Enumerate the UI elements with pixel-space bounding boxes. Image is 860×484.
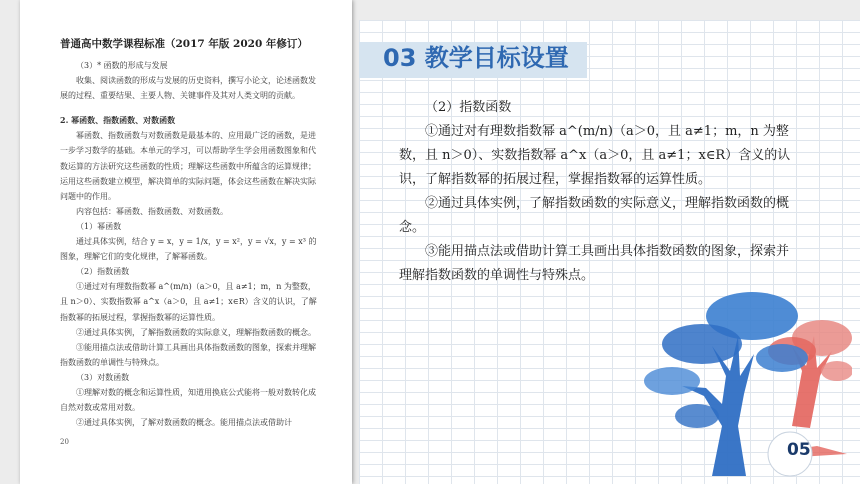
document-paragraph: ③能用描点法或借助计算工具画出具体指数函数的图象，探索并理解指数函数的单调性与特殊点。 bbox=[60, 342, 316, 367]
slide-paragraph: （2）指数函数 bbox=[425, 100, 512, 115]
slide-title: 03 教学目标设置 bbox=[383, 44, 569, 72]
document-body bbox=[60, 58, 318, 430]
document-paragraph: ①通过对有理数指数幂 a^(m/n)（a＞0，且 a≠1；m，n 为整数，且 n＞0）、实数指数幂 a^x（a＞0，且 a≠1；x∈R）含义的认识，了解指数幂的拓展过程，掌握指数幂的运算性质。 bbox=[60, 282, 317, 322]
document-paragraph: （2）指数函数 bbox=[76, 267, 130, 277]
document-paragraph: （1）幂函数 bbox=[76, 221, 122, 231]
slide-paragraph: ②通过具体实例，了解指数函数的实际意义，理解指数函数的概念。 bbox=[399, 196, 790, 235]
slide-content bbox=[399, 96, 799, 288]
document-paragraph: ②通过具体实例，了解指数函数的实际意义，理解指数函数的概念。 bbox=[76, 327, 316, 337]
document-paragraph: ②通过具体实例，了解对数函数的概念。能用描点法或借助计 bbox=[76, 418, 292, 428]
document-paragraph: ①理解对数的概念和运算性质，知道用换底公式能将一般对数转化成自然对数或常用对数。 bbox=[60, 387, 316, 413]
document-paragraph: 幂函数、指数函数与对数函数是最基本的、应用最广泛的函数，是进一步学习数学的基础。本单元的学习，可以帮助学生学会用函数图象和代数运算的方法研究这些函数的性质；理解这些函数中所蕴含的运算规律；运用这些函数建立模型，解决简单的实际问题，体会这些函数在解决实际问题中的作用。 bbox=[60, 131, 316, 201]
slide-paragraph: ①通过对有理数指数幂 a^(m/n)（a＞0，且 a≠1；m，n 为整数，且 n＞0）、实数指数幂 a^x（a＞0，且 a≠1；x∈R）含义的认识，了解指数幂的拓展过程，掌握指数幂的运算性质。 bbox=[399, 124, 791, 187]
slide-paragraph: ③能用描点法或借助计算工具画出具体指数函数的图象，探索并理解指数函数的单调性与特殊点。 bbox=[399, 244, 790, 283]
document-paragraph: （3）* 函数的形成与发展 bbox=[76, 61, 168, 70]
slide-page-number: 05 bbox=[787, 440, 811, 460]
document-header: 普通高中数学课程标准（2017 年版 2020 年修订） bbox=[60, 38, 308, 50]
document-paragraph: 通过具体实例，结合 y = x，y = 1/x，y = x²，y = √x，y = x³ 的图象，理解它们的变化规律，了解幂函数。 bbox=[60, 237, 317, 262]
document-paragraph: （3）对数函数 bbox=[76, 372, 130, 382]
document-paragraph: 2. 幂函数、指数函数、对数函数 bbox=[60, 115, 176, 126]
slide bbox=[359, 20, 860, 484]
textbook-page bbox=[20, 0, 352, 484]
document-page-number: 20 bbox=[60, 438, 69, 446]
document-paragraph: 内容包括：幂函数、指数函数、对数函数。 bbox=[76, 206, 228, 216]
document-paragraph: 收集、阅读函数的形成与发展的历史资料，撰写小论文，论述函数发展的过程、重要结果、主要人物、关键事件及其对人类文明的贡献。 bbox=[60, 76, 316, 101]
tree-illustration bbox=[642, 276, 852, 481]
